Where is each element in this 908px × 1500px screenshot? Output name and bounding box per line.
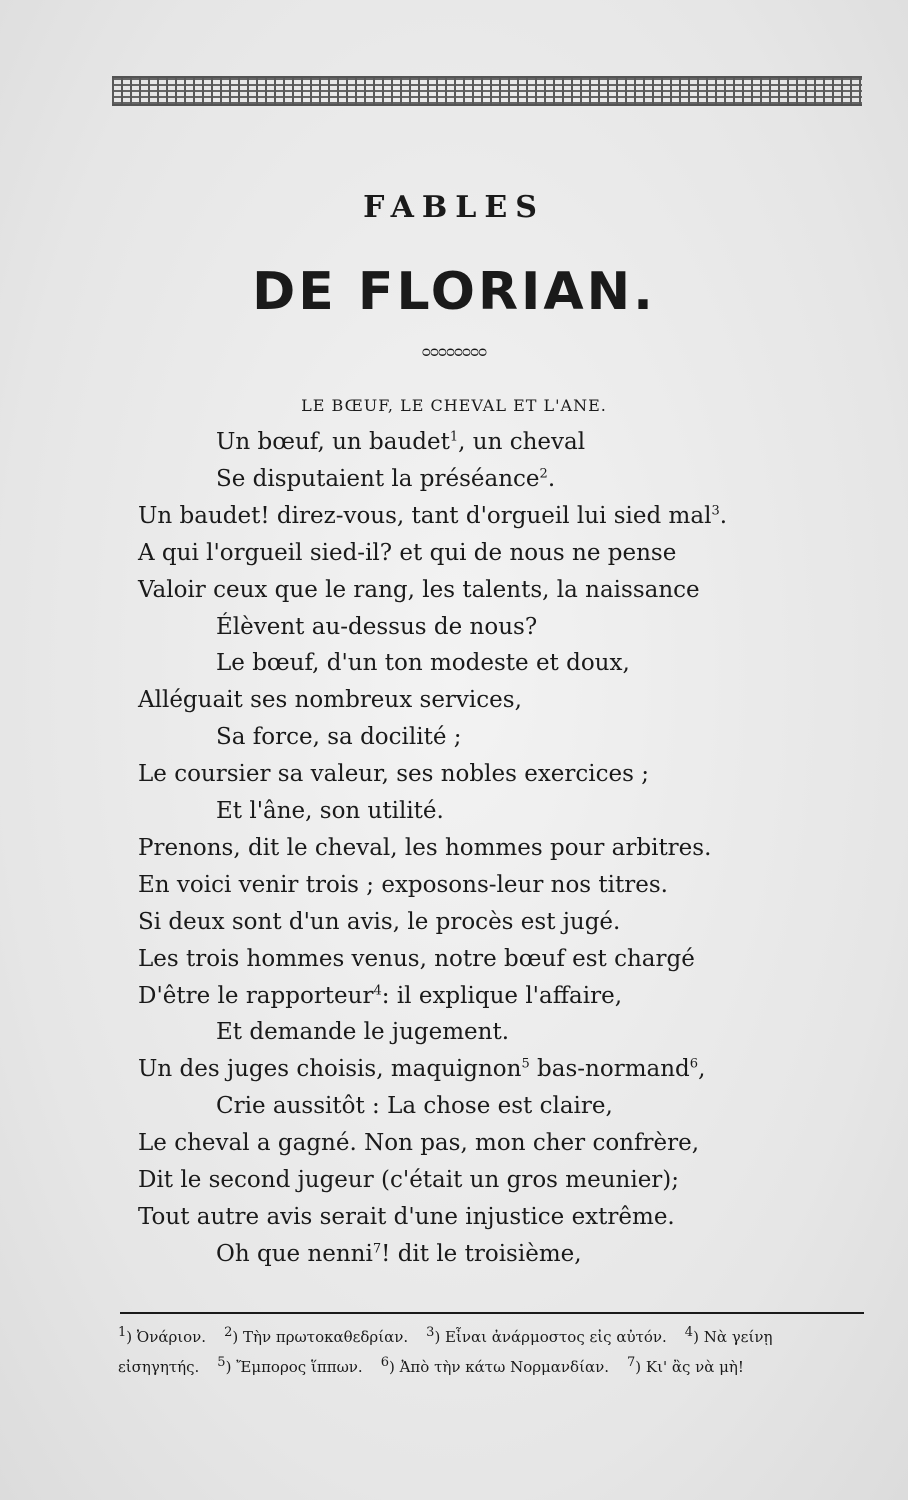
title-ornament: ᴑᴑᴑᴑᴑᴑᴑᴑ: [421, 344, 487, 360]
poem-line-text: Alléguait ses nombreux services,: [138, 687, 522, 714]
poem-line-text: Un des juges choisis, maquignon: [138, 1056, 522, 1083]
poem-line: [138, 978, 622, 1014]
poem-line-text: Dit le second jugeur (c'était un gros meunier);: [138, 1167, 680, 1193]
poem-line: [138, 1199, 675, 1235]
footnote-entry: [626, 1355, 744, 1376]
poem-line-text: Valoir ceux que le rang, les talents, la naissance: [138, 576, 700, 603]
poem-line-text: En voici venir trois ; exposons-leur nos titres.: [138, 871, 668, 898]
poem-line: [138, 867, 668, 903]
poem-line: [216, 1236, 582, 1272]
footnote-number: 5: [217, 1355, 226, 1370]
fable-title: LE BŒUF, LE CHEVAL ET L'ANE.: [301, 396, 607, 415]
footnote-text: ) Ἀπὸ τὴν κάτω Νορμανδίαν.: [388, 1358, 609, 1376]
footnote-text: ) Εἶναι ἀνάρμοστος εἰς αὐτόν.: [434, 1328, 667, 1346]
poem-line-text: A qui l'orgueil sied-il? et qui de nous ne pense: [138, 539, 677, 566]
poem-line-tail: bas-normand: [529, 1056, 690, 1083]
footnote-entry: [380, 1355, 609, 1376]
footnote-text: ) Νὰ γείνῃ: [693, 1328, 773, 1346]
poem-line-text: D'être le rapporteur: [138, 982, 374, 1009]
footnote-marker: 4: [373, 982, 382, 998]
footnote-rule: [120, 1312, 864, 1314]
poem-line-text: Tout autre avis serait d'une injustice extrême.: [138, 1203, 675, 1230]
poem-line-text: Si deux sont d'un avis, le procès est jugé.: [138, 908, 621, 935]
footnote-marker: 5: [521, 1056, 530, 1072]
poem-line: [138, 498, 727, 534]
footnote-line-2: [118, 1352, 868, 1382]
poem-line: [216, 424, 585, 460]
footnote-text: ) Ἔμπορος ἵππων.: [225, 1358, 363, 1376]
poem-line-text: Un bœuf, un baudet: [216, 429, 450, 455]
poem-line-text: Sa force, sa docilité ;: [216, 724, 462, 751]
poem-line-tail: .: [719, 502, 728, 529]
poem-line-tail: , un cheval: [458, 429, 586, 455]
footnote-number: 6: [380, 1355, 389, 1370]
footnote-entry: [684, 1325, 773, 1346]
footnote-entry: [224, 1325, 409, 1346]
poem-line: [216, 1014, 509, 1050]
poem-line-text: Le coursier sa valeur, ses nobles exercices ;: [138, 761, 649, 788]
poem-line: [138, 535, 676, 571]
footnote-text: ) Κι' ἂς νὰ μὴ!: [635, 1358, 744, 1376]
footnote-marker: 3: [711, 503, 720, 519]
footnote-text: ) Ὀνάριον.: [126, 1328, 207, 1346]
poem-line-text: Un baudet! direz-vous, tant d'orgueil lui sied mal: [138, 502, 712, 529]
footnote-entry: [426, 1325, 667, 1346]
poem-line-tail: ! dit le troisième,: [381, 1240, 582, 1267]
footnote-text: ) Τὴν πρωτοκαθεδρίαν.: [232, 1328, 409, 1346]
footnote-number: 7: [626, 1355, 636, 1370]
footnote-entry: [118, 1358, 199, 1376]
poem-line-tail: : il explique l'affaire,: [381, 982, 623, 1009]
poem-line-text: Élèvent au-dessus de nous?: [216, 613, 538, 640]
title-fables: FABLES: [363, 190, 545, 225]
poem-line-text: Les trois hommes venus, notre bœuf est chargé: [138, 945, 695, 972]
footnote-marker: 6: [689, 1056, 699, 1072]
footnote-number: 4: [684, 1325, 694, 1340]
footnotes: [118, 1322, 868, 1382]
poem-line: [138, 572, 700, 608]
footnote-marker: 7: [372, 1241, 382, 1257]
poem-line: [216, 719, 462, 755]
footnote-marker: 1: [449, 429, 459, 445]
footnote-marker: 2: [539, 466, 548, 482]
poem-line: [138, 756, 649, 792]
poem-line-text: Oh que nenni: [216, 1240, 373, 1267]
footnote-line-1: [118, 1322, 868, 1352]
poem-line-text: Et l'âne, son utilité.: [216, 798, 444, 824]
title-de-florian: DE FLORIAN.: [252, 262, 656, 322]
poem-line: [138, 1125, 699, 1161]
footnote-number: 3: [426, 1325, 435, 1340]
poem-line: [138, 904, 620, 940]
poem-line: [138, 682, 522, 718]
poem-line-text: Le bœuf, d'un ton modeste et doux,: [216, 650, 630, 677]
poem-line: [216, 1088, 613, 1124]
poem-line-tail: .: [547, 465, 556, 492]
footnote-number: 2: [224, 1325, 233, 1340]
poem-line-tail: ,: [698, 1056, 706, 1083]
poem-line: [216, 645, 630, 681]
poem-line-text: Le cheval a gagné. Non pas, mon cher confrère,: [138, 1130, 700, 1157]
poem-line: [216, 793, 444, 829]
poem-line: [216, 461, 555, 497]
poem-line: [216, 609, 537, 645]
poem-line: [138, 1162, 679, 1198]
footnote-entry: [217, 1355, 363, 1376]
poem-line: [138, 1051, 705, 1087]
footnote-number: 1: [118, 1325, 127, 1340]
poem-line-text: Et demande le jugement.: [216, 1019, 510, 1046]
footnote-entry: [118, 1325, 207, 1346]
footnote-text: εἰσηγητής.: [118, 1358, 200, 1376]
poem-line: [138, 941, 695, 977]
decorative-border: [112, 76, 862, 106]
poem-line-text: Crie aussitôt : La chose est claire,: [216, 1093, 613, 1120]
poem-line: [138, 830, 711, 866]
poem-line-text: Prenons, dit le cheval, les hommes pour arbitres.: [138, 834, 712, 861]
poem-line-text: Se disputaient la préséance: [216, 465, 540, 492]
